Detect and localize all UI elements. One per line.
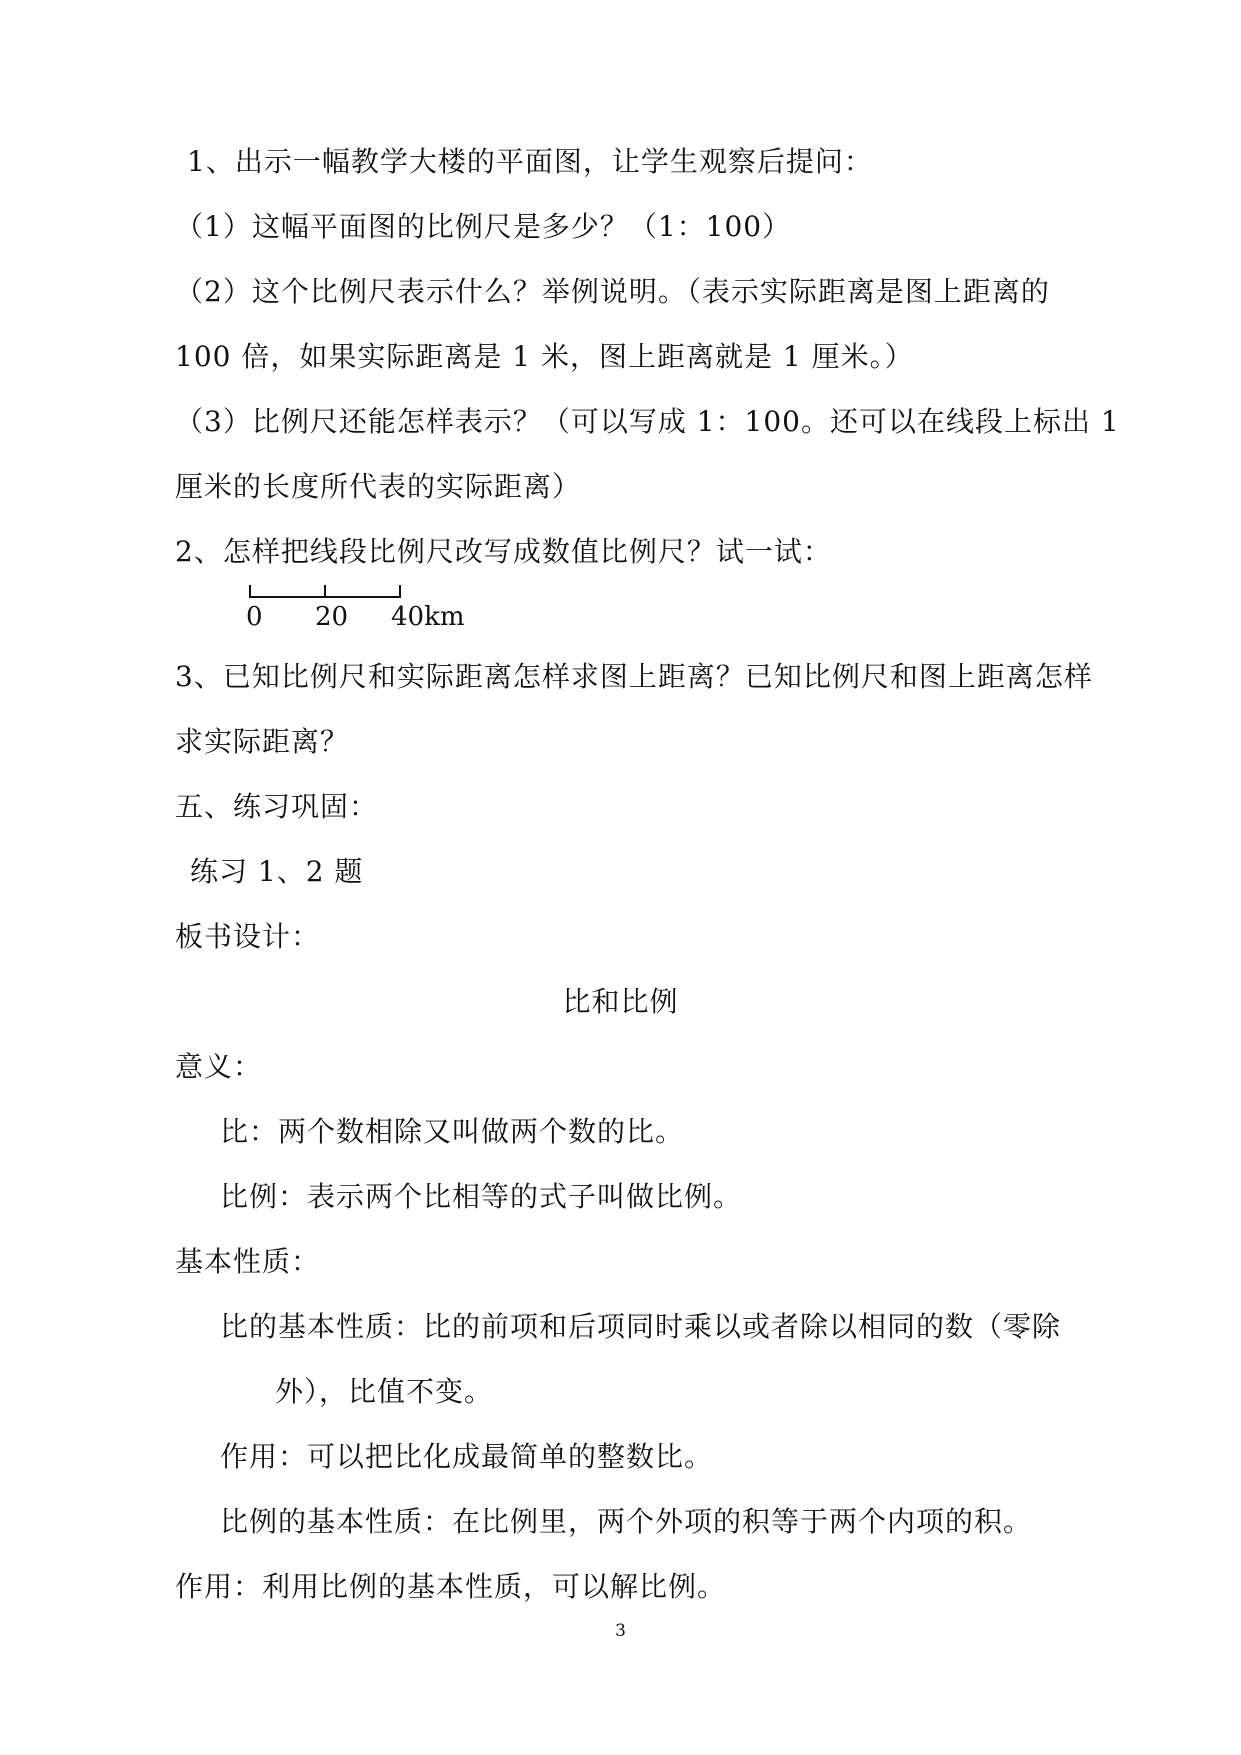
section-heading: 五、练习巩固： [175, 790, 379, 823]
paragraph-line: 求实际距离？ [175, 725, 350, 758]
paragraph-line: 3、已知比例尺和实际距离怎样求图上距离？已知比例尺和图上距离怎样 [175, 660, 1093, 693]
paragraph-line: （2）这个比例尺表示什么？举例说明。（表示实际距离是图上距离的 [175, 275, 1050, 308]
scale-bar-graphic [249, 582, 409, 600]
scale-label-start: 0 [246, 602, 263, 632]
board-title: 比和比例 [562, 985, 679, 1018]
property-line: 比例的基本性质：在比例里，两个外项的积等于两个内项的积。 [220, 1505, 1033, 1538]
scale-label-middle: 20 [315, 602, 349, 632]
property-line: 作用：利用比例的基本性质，可以解比例。 [175, 1570, 727, 1603]
property-line: 外），比值不变。 [275, 1375, 494, 1408]
paragraph-line: 厘米的长度所代表的实际距离） [175, 470, 582, 503]
paragraph-line: （3）比例尺还能怎样表示？（可以写成 1：100。还可以在线段上标出 1 [175, 405, 1120, 438]
paragraph-line: 100 倍，如果实际距离是 1 米，图上距离就是 1 厘米。） [175, 340, 914, 373]
definition-line: 比例：表示两个比相等的式子叫做比例。 [220, 1180, 743, 1213]
property-line: 比的基本性质：比的前项和后项同时乘以或者除以相同的数（零除 [220, 1310, 1062, 1343]
property-line: 作用：可以把比化成最简单的整数比。 [220, 1440, 714, 1473]
page-number: 3 [615, 1621, 626, 1641]
section-heading: 板书设计： [175, 920, 321, 953]
section-heading: 意义： [175, 1050, 263, 1083]
paragraph-line: （1）这幅平面图的比例尺是多少？（1：100） [175, 210, 792, 243]
paragraph-line: 1、出示一幅教学大楼的平面图，让学生观察后提问： [187, 145, 873, 178]
section-heading: 基本性质： [175, 1245, 321, 1278]
paragraph-line: 练习 1、2 题 [190, 855, 364, 888]
paragraph-line: 2、怎样把线段比例尺改写成数值比例尺？试一试： [175, 535, 832, 568]
definition-line: 比：两个数相除又叫做两个数的比。 [220, 1115, 685, 1148]
scale-label-end: 40km [391, 602, 465, 632]
line-scale-bar [246, 582, 465, 632]
